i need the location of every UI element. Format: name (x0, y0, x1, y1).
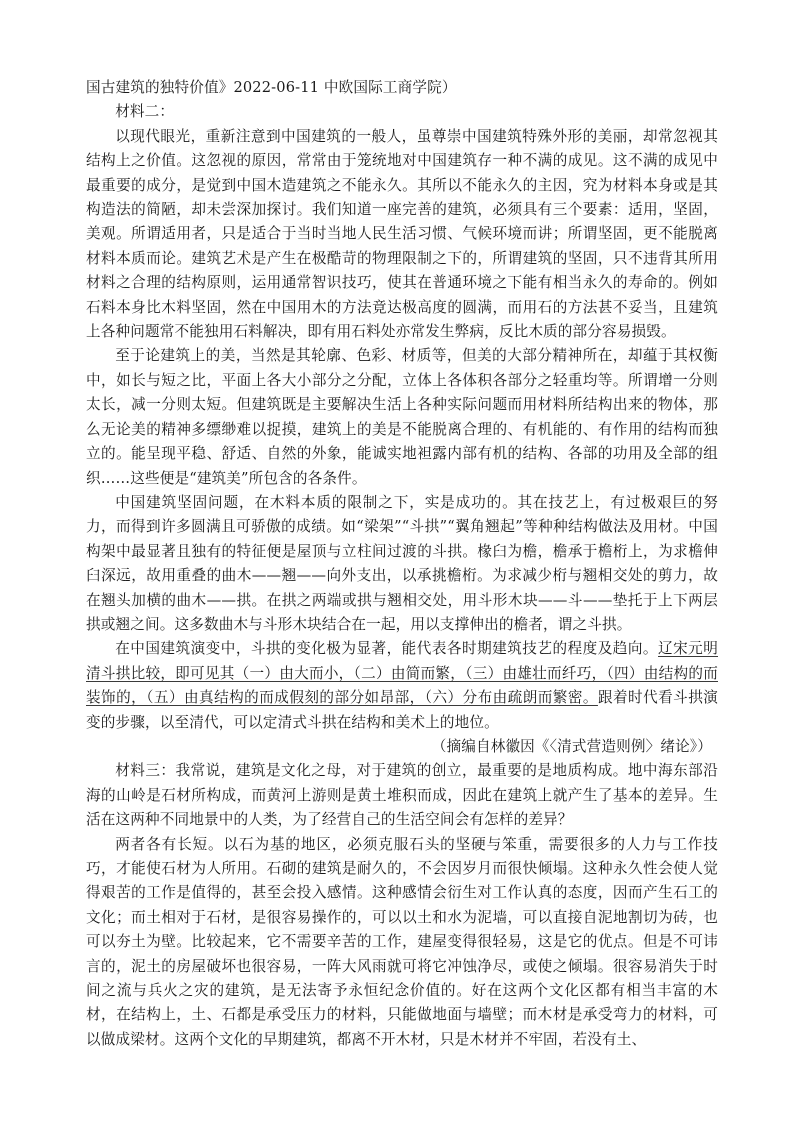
material-two-source: （摘编自林徽因《〈清式营造则例〉绪论》） (431, 737, 712, 755)
paragraph-4-tail: 跟着时代看斗拱演变的步骤，以至清代，可以定清式斗拱在结构和美术上的地位。 (86, 689, 719, 731)
material-two-paragraph-1: 以现代眼光，重新注意到中国建筑的一般人，虽尊崇中国建筑特殊外形的美丽，却常忽视其结构上之价值。这忽视的原因，常常由于笼统地对中国建筑存一种不满的成见。这不满的成见中最重要的成分，是觉到中国木造建筑之不能永久。其所以不能永久的主因，究为材料本身或是其构造法的简陋，却未尝深加探讨。我们知道一座完善的建筑，必须具有三个要素：适用，坚固，美观。所谓适用者，只是适合于当时当地人民生活习惯、气候环境而讲；所谓坚固，更不能脱离材料本质而论。建筑艺术是产生在极酷苛的物理限制之下的，所谓建筑的坚固，只不违背其所用材料之合理的结构原则，运用通常智识技巧，使其在普通环境之下能有相当永久的寿命的。例如石料本身比木料坚固，然在中国用木的方法竟达极高度的圆满，而用石的方法甚不妥当，且建筑上各种问题常不能独用石料解决，即有用石料处亦常发生弊病，反比木质的部分容易损毁。 (86, 127, 718, 341)
material-two-paragraph-4 (86, 637, 718, 735)
material-three-paragraph-2: 两者各有长短。以石为基的地区，必须克服石头的坚硬与笨重，需要很多的人力与工作技巧，才能使石材为人所用。石砌的建筑是耐久的，不会因岁月而很快倾塌。这种永久性会使人觉得艰苦的工作是值得的，甚至会投入感情。这种感情会衍生对工作认真的态度，因而产生石工的文化；而土相对于石材，是很容易操作的，可以以土和水为泥墙，可以直接自泥地割切为砖，也可以夯土为壁。比较起来，它不需要辛苦的工作，建屋变得很轻易，这是它的优点。但是不可讳言的，泥土的房屋破坏也很容易，一阵大风雨就可将它冲蚀净尽，或使之倾塌。很容易消失于时间之流与兵火之灾的建筑，是无法寄予永恒纪念价值的。好在这两个文化区都有相当丰富的木材，在结构上，土、石都是承受压力的材料，只能做地面与墙壁；而木材是承受弯力的材料，可以做成梁材。这两个文化的早期建筑，都离不开木材，只是木材并不牢固，若没有土、 (86, 835, 718, 1048)
paragraph-4-lead: 在中国建筑演变中，斗拱的变化极为显著，能代表各时期建筑技艺的程度及趋向。 (115, 640, 659, 658)
material-two-label: 材料二： (115, 103, 175, 121)
material-three-paragraph-1: 材料三：我常说，建筑是文化之母，对于建筑的创立，最重要的是地质构成。地中海东部沿海的山岭是石材所构成，而黄河上游则是黄土堆积而成，因此在建筑上就产生了基本的差异。生活在这两种不同地景中的人类，为了经营自己的生活空间会有怎样的差异？ (86, 762, 718, 829)
material-two-paragraph-3: 中国建筑坚固问题，在木料本质的限制之下，实是成功的。其在技艺上，有过极艰巨的努力，而得到许多圆满且可骄傲的成绩。如“梁架”“斗拱”“翼角翘起”等种种结构做法及用材。中国构架中最显著且独有的特征便是屋顶与立柱间过渡的斗拱。椽臼为檐，檐承于檐桁上，为求檐伸臼深远，故用重叠的曲木——翘——向外支出，以承挑檐桁。为求减少桁与翘相交处的剪力，故在翘头加横的曲木——拱。在拱之两端或拱与翘相交处，用斗形木块——斗——垫托于上下两层拱或翘之间。这多数曲木与斗形木块结合在一起，用以支撑伸出的檐者，谓之斗拱。 (86, 493, 718, 633)
material-two-paragraph-2: 至于论建筑上的美，当然是其轮廓、色彩、材质等，但美的大部分精神所在，却蕴于其权衡中，如长与短之比，平面上各大小部分之分配，立体上各体积各部分之轻重均等。所谓增一分则太长，减一分则太短。但建筑既是主要解决生活上各种实际问题而用材料所结构出来的物体，那么无论美的精神多缥缈难以捉摸，建筑上的美是不能脱离合理的、有机能的、有作用的结构而独立的。能呈现平稳、舒适、自然的外象，能诚实地袒露内部有机的结构、各部的功用及全部的组织……这些便是“建筑美”所包含的各条件。 (86, 347, 718, 487)
underlined-sentence: 辽宋元明清斗拱比较，即可见其（一）由大而小，（二）由简而繁，（三）由雄壮而纤巧，（四）由结构的而装饰的，（五）由真结构的而成假刻的部分如昂部，（六）分布由疏朗而繁密。 (86, 640, 718, 707)
source-citation-tail: 国古建筑的独特价值》2022-06-11 中欧国际工商学院） (86, 79, 457, 96)
